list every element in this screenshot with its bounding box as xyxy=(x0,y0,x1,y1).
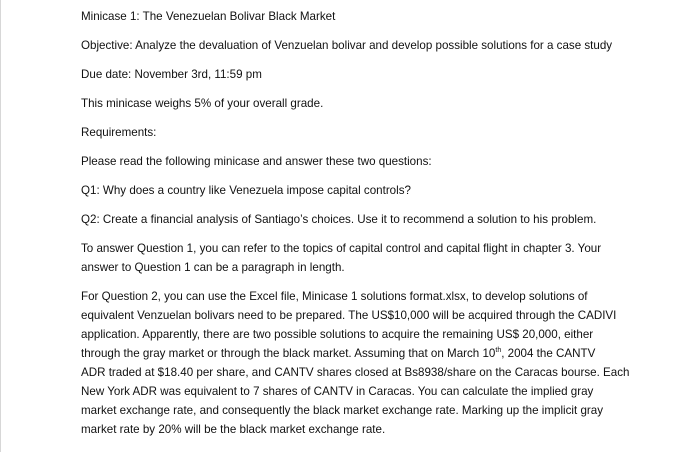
paragraph-line: ADR traded at $18.40 per share, and CANTV shares closed at Bs8938/share on the Caracas bourse. Each xyxy=(81,366,630,379)
page-edge-divider xyxy=(0,0,1,452)
requirements-heading: Requirements: xyxy=(81,126,157,139)
paragraph-line: For Question 2, you can use the Excel file, Minicase 1 solutions format.xlsx, to develop solutions of xyxy=(81,290,588,303)
line-text-before-superscript: through the gray market or through the black market. Assuming that on March 10 xyxy=(81,347,496,360)
ordinal-superscript: th xyxy=(495,347,502,355)
paragraph-line: New York ADR was equivalent to 7 shares of CANTV in Caracas. You can calculate the implied gray xyxy=(81,385,594,398)
paragraph-line: To answer Question 1, you can refer to the topics of capital control and capital flight in chapter 3. Your xyxy=(81,242,602,255)
objective-text: Objective: Analyze the devaluation of Venzuelan bolivar and develop possible solutions for a case study xyxy=(81,39,613,52)
paragraph-line: application. Apparently, there are two possible solutions to acquire the remaining US$ 20,000, either xyxy=(81,328,594,341)
question-1: Q1: Why does a country like Venezuela impose capital controls? xyxy=(81,184,411,197)
question-2-guidance-paragraph xyxy=(81,287,681,439)
paragraph-line-with-superscript xyxy=(81,344,681,363)
question-1-guidance-paragraph xyxy=(81,239,681,277)
paragraph-line: market rate by 20% will be the black market exchange rate. xyxy=(81,423,386,436)
paragraph-line: equivalent Venzuelan bolivars need to be prepared. The US$10,000 will be acquired through the CADIVI xyxy=(81,309,617,322)
paragraph-line: answer to Question 1 can be a paragraph in length. xyxy=(81,261,345,274)
grade-weight-text: This minicase weighs 5% of your overall grade. xyxy=(81,97,324,110)
paragraph-line: market exchange rate, and consequently the black market exchange rate. Marking up the implicit gray xyxy=(81,404,603,417)
due-date-text: Due date: November 3rd, 11:59 pm xyxy=(81,68,262,81)
question-2: Q2: Create a financial analysis of Santiago’s choices. Use it to recommend a solution to his problem. xyxy=(81,213,597,226)
line-text-after-superscript: , 2004 the CANTV xyxy=(501,347,596,360)
document-content xyxy=(81,7,681,439)
instruction-text: Please read the following minicase and answer these two questions: xyxy=(81,155,432,168)
document-title: Minicase 1: The Venezuelan Bolivar Black Market xyxy=(81,10,336,23)
